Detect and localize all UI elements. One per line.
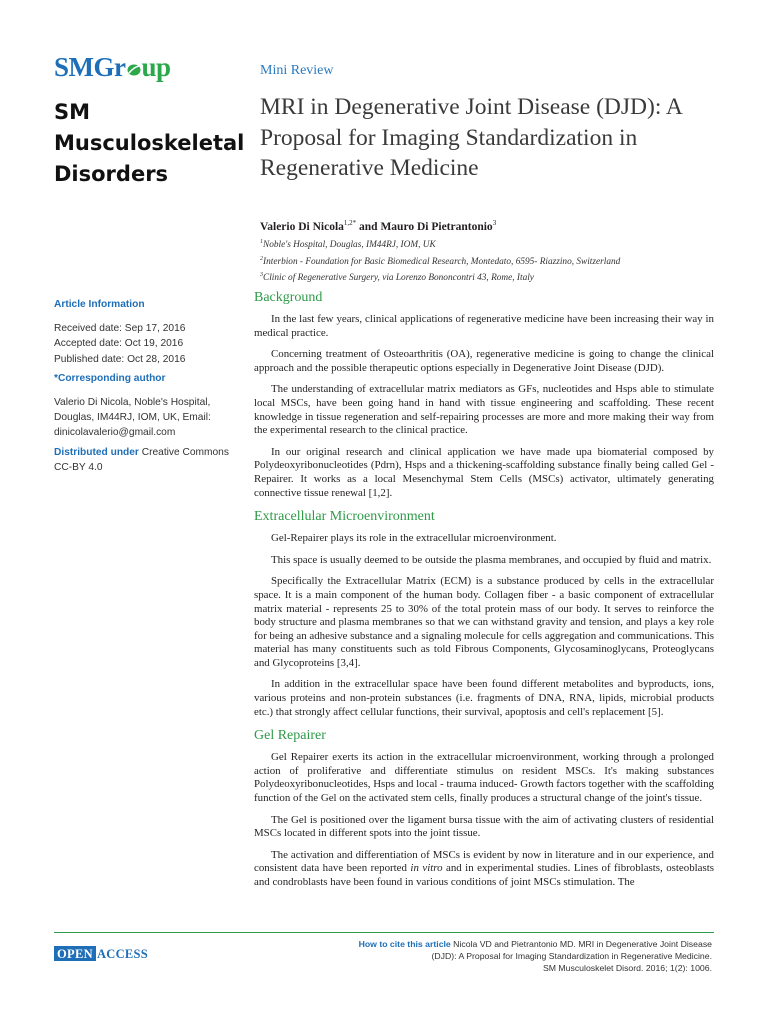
license-text: Creative Commons [138, 446, 229, 458]
license-line [54, 445, 244, 460]
citation-heading: How to cite this article [358, 939, 451, 949]
citation [354, 938, 712, 974]
paragraph: Gel-Repairer plays its role in the extracellular microenvironment. [271, 532, 557, 545]
affiliations [260, 236, 730, 286]
logo-prefix: SMGr [54, 52, 126, 82]
article-type: Mini Review [260, 63, 334, 78]
paragraph: Gel Repairer exerts its action in the extracellular microenvironment, working through a prolonged action of proliferative and differentiate stimulus on resident MSCs. It's making substances Polydeoxyribonucleotides, Hsps and local - trauma induced- Growth factors together with the scaffolding function of the Gel on the activated stem cells, finally produces a structural change of the joint's tissue. [254, 751, 714, 805]
published-date: Published date: Oct 28, 2016 [54, 353, 186, 365]
paragraph: In the last few years, clinical applications of regenerative medicine have been increasing their way in medical practice. [254, 313, 714, 339]
access-label: ACCESS [96, 947, 149, 961]
paragraph-text: and in experimental studies. Lines of fibroblasts, osteoblasts and condroblasts have been found in various conditions of joint MSCs stimulation. The [254, 862, 715, 888]
author-1: Valerio Di Nicola [260, 220, 344, 233]
article-body [254, 289, 714, 898]
paragraph: In our original research and clinical application we have made upa biomaterial composed by Polydeoxyribonucleotides (Pdrn), Hsps and a thickening-scaffolding substance finally being called Gel -Repairer. It works as a local Mesenchymal Stem Cells (MSCs) activator, ultimately generating connective tissue renewal [1,2]. [254, 445, 714, 499]
italic-term: in vitro [410, 862, 443, 875]
article-title: MRI in Degenerative Joint Disease (DJD): A Proposal for Imaging Standardization in Regenerative Medicine [260, 94, 682, 181]
affiliation-number: 1 [260, 239, 263, 245]
author-2: Mauro Di Pietrantonio [380, 220, 493, 233]
license-version: CC-BY 4.0 [54, 461, 103, 473]
corresponding-author-line: Douglas, IM44RJ, IOM, UK, Email: [54, 412, 211, 424]
distributed-heading: Distributed under [54, 446, 139, 458]
authors [260, 219, 496, 233]
paragraph: Specifically the Extracellular Matrix (ECM) is a substance produced by cells in the extracellular space. It is a main component of the human body. Collagen fiber - a basic component of extracellular matrix material - represents 25 to 30% of the total protein mass of our body. It serves to reinforce the body structure and plasma membranes so that we can withstand gravity and tension, and plays a key role for being an adhesive substance and a signaling molecule for cells aggregation and communications. This material has many constituents such as told Fibrous Components, Glycosaminoglycans, Proteoglycans and Glycoproteins [3,4]. [254, 575, 714, 669]
section-heading-background: Background [254, 290, 323, 305]
article-info-heading: Article Information [54, 299, 145, 310]
smgroup-logo [54, 52, 171, 83]
affiliation [260, 253, 730, 270]
paragraph: The understanding of extracellular matrix mediators as GFs, nucleotides and Hsps able to stimulate local MSCs, have been going hand in hand with tissue engineering and scaffolding. These recent knowledge in tissue regeneration and self-repairing processes are more and more making their way from the experimental research to the clinical practice. [254, 383, 714, 437]
journal-name: SM Musculoskeletal Disorders [54, 100, 245, 186]
corresponding-author-email[interactable]: dinicolavalerio@gmail.com [54, 427, 176, 439]
affiliation-text: Clinic of Regenerative Surgery, via Lorenzo Bononcontri 43, Rome, Italy [263, 273, 534, 284]
affiliation-text: Noble's Hospital, Douglas, IM44RJ, IOM, UK [263, 240, 436, 251]
author-2-affil: 3 [492, 219, 497, 227]
paragraph: This space is usually deemed to be outside the plasma membranes, and occupied by fluid and matrix. [271, 553, 712, 566]
logo-suffix: up [141, 52, 171, 82]
article-info-sidebar [54, 297, 244, 475]
affiliation [260, 269, 730, 286]
affiliation-text: Interbion - Foundation for Basic Biomedical Research, Montedato, 6595- Riazzino, Switzerland [263, 256, 621, 267]
author-conjunction: and [356, 220, 381, 233]
section-heading-gel-repairer: Gel Repairer [254, 728, 326, 744]
paragraph: Concerning treatment of Osteoarthritis (OA), regenerative medicine is going to change the clinical approach and the possible therapeutic options especially in Degenerative Joint Disease (DJD). [254, 348, 714, 374]
paragraph [254, 849, 714, 890]
footer-divider [54, 932, 714, 933]
section-heading-extracellular: Extracellular Microenvironment [254, 509, 435, 525]
open-label: OPEN [54, 946, 96, 961]
paragraph: In addition in the extracellular space have been found different metabolites and byproducts, ions, various proteins and non-protein substances (i.e. fragments of DNA, RNA, lipids, microbial products etc.) that strongly affect cellular functions, their survival, apoptosis and cell's replacement [5]. [254, 678, 714, 718]
paragraph: The Gel is positioned over the ligament bursa tissue with the aim of activating clusters of residential MSCs located in different spots into the joint tissue. [254, 813, 714, 840]
affiliation-number: 2 [260, 255, 263, 262]
corresponding-author-heading: *Corresponding author [54, 372, 166, 384]
author-1-affil: 1,2* [343, 219, 357, 227]
open-access-badge [54, 947, 148, 962]
received-date: Received date: Sep 17, 2016 [54, 323, 186, 335]
paragraph-text: The activation and differentiation of MSCs is evident by now in literature and in our experience, and consistent data have been reported [254, 848, 714, 875]
affiliation [260, 236, 730, 253]
affiliation-number: 3 [260, 272, 263, 279]
corresponding-author-line: Valerio Di Nicola, Noble's Hospital, [54, 397, 211, 409]
citation-journal: SM Musculoskelet Disord. 2016; 1(2): 1006. [542, 963, 712, 973]
accepted-date: Accepted date: Oct 19, 2016 [54, 338, 184, 350]
citation-text: Nicola VD and Pietrantonio MD. MRI in Degenerative Joint Disease (DJD): A Proposal for Imaging Standardization in Regenerative Medicine. [431, 939, 712, 961]
leaf-icon [126, 61, 142, 77]
